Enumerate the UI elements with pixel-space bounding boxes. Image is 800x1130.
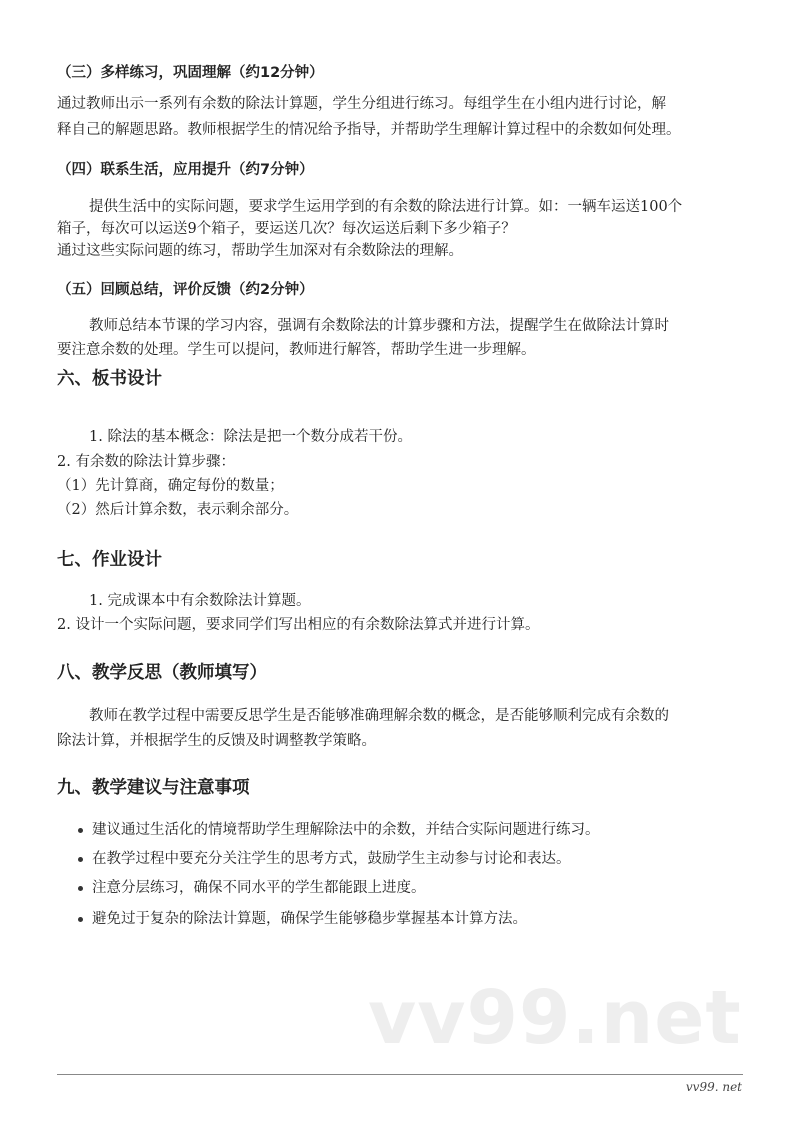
bullet-text: 在教学过程中要充分关注学生的思考方式，鼓励学生主动参与讨论和表达。 <box>92 851 571 867</box>
section-9-heading: 九、教学建议与注意事项 <box>57 778 250 798</box>
list-item: 1. 完成课本中有余数除法计算题。 <box>89 593 311 609</box>
section-5-heading: （五）回顾总结，评价反馈（约2分钟） <box>57 282 314 298</box>
paragraph-line: 教师总结本节课的学习内容，强调有余数除法的计算步骤和方法，提醒学生在做除法计算时 <box>89 318 669 334</box>
bullet-text: 避免过于复杂的除法计算题，确保学生能够稳步掌握基本计算方法。 <box>92 911 527 927</box>
bullet-text: 注意分层练习，确保不同水平的学生都能跟上进度。 <box>92 880 426 896</box>
watermark: vv99.net <box>368 975 742 1061</box>
section-6-heading: 六、板书设计 <box>57 369 162 389</box>
list-item: （2）然后计算余数，表示剩余部分。 <box>57 502 299 518</box>
bullet-icon <box>78 828 83 833</box>
paragraph-line: 提供生活中的实际问题，要求学生运用学到的有余数的除法进行计算。如：一辆车运送100个 <box>89 199 683 215</box>
section-7-heading: 七、作业设计 <box>57 550 162 570</box>
list-item: 2. 设计一个实际问题，要求同学们写出相应的有余数除法算式并进行计算。 <box>57 617 540 633</box>
paragraph-line: 除法计算，并根据学生的反馈及时调整教学策略。 <box>57 733 376 749</box>
section-8-heading: 八、教学反思（教师填写） <box>57 663 267 683</box>
footer-text: vv99. net <box>685 1080 742 1094</box>
list-item: 1. 除法的基本概念：除法是把一个数分成若干份。 <box>89 429 412 445</box>
paragraph-line: 通过这些实际问题的练习，帮助学生加深对有余数除法的理解。 <box>57 243 463 259</box>
section-4-heading: （四）联系生活，应用提升（约7分钟） <box>57 162 314 178</box>
bullet-icon <box>78 917 83 922</box>
bullet-item <box>78 909 527 929</box>
list-item: （1）先计算商，确定每份的数量； <box>57 478 284 494</box>
paragraph-line: 箱子，每次可以运送9个箱子，要运送几次？每次运送后剩下多少箱子？ <box>57 221 516 237</box>
bullet-item <box>78 878 426 898</box>
paragraph-line: 要注意余数的处理。学生可以提问，教师进行解答，帮助学生进一步理解。 <box>57 342 536 358</box>
paragraph-line: 释自己的解题思路。教师根据学生的情况给予指导，并帮助学生理解计算过程中的余数如何处理。 <box>57 122 681 138</box>
bullet-item <box>78 820 600 840</box>
bullet-icon <box>78 857 83 862</box>
bullet-icon <box>78 886 83 891</box>
paragraph-line: 通过教师出示一系列有余数的除法计算题，学生分组进行练习。每组学生在小组内进行讨论，解 <box>57 96 666 112</box>
bullet-text: 建议通过生活化的情境帮助学生理解除法中的余数，并结合实际问题进行练习。 <box>92 822 600 838</box>
list-item: 2. 有余数的除法计算步骤： <box>57 454 235 470</box>
bullet-item <box>78 849 571 869</box>
footer-divider <box>57 1074 743 1075</box>
paragraph-line: 教师在教学过程中需要反思学生是否能够准确理解余数的概念，是否能够顺利完成有余数的 <box>89 708 669 724</box>
section-3-heading: （三）多样练习，巩固理解（约12分钟） <box>57 65 324 81</box>
